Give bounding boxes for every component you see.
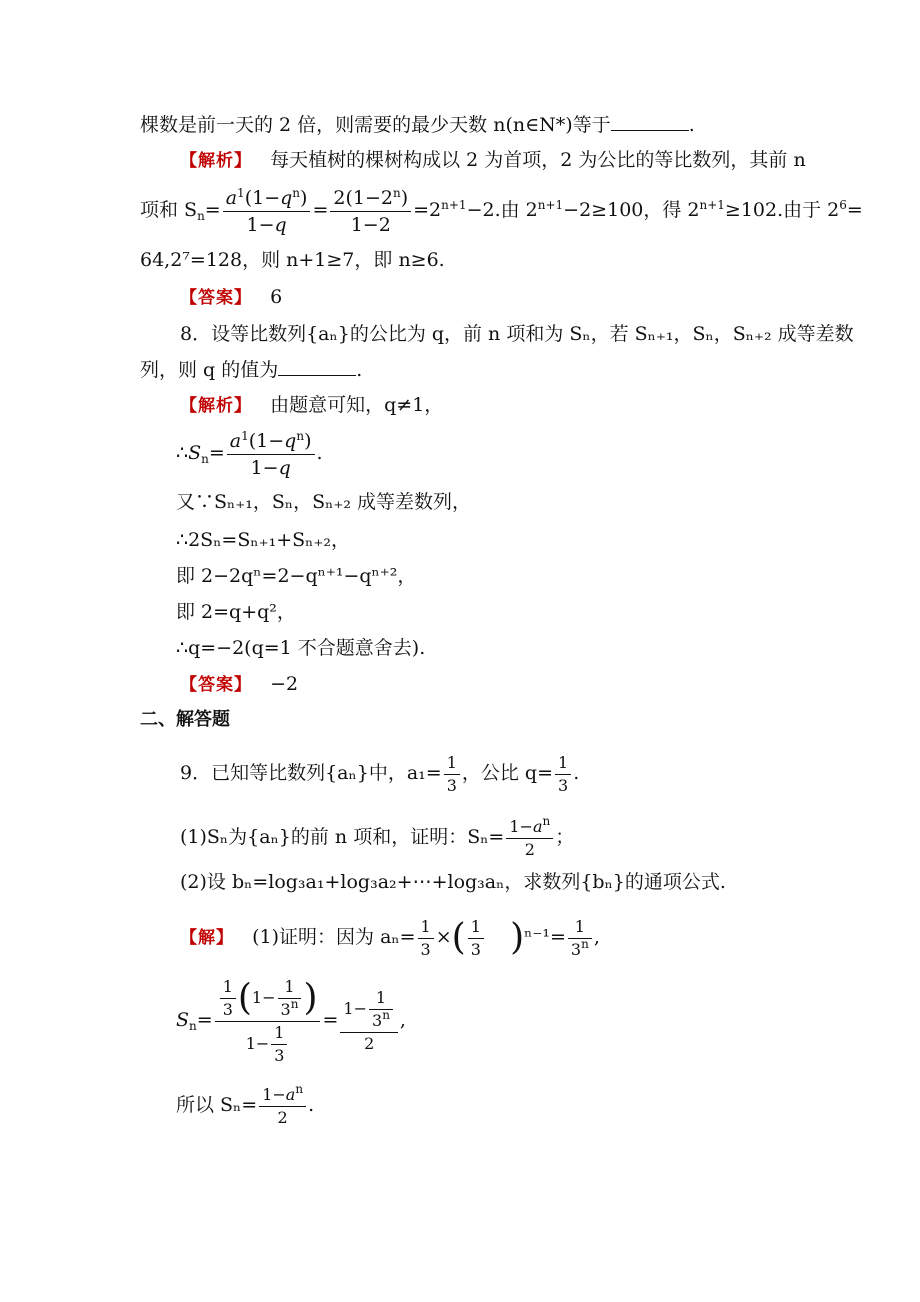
problem-9-question-line-1: 9．已知等比数列{aₙ}中，a₁= $\frac{1}{3}$ ，公比 q= $\frac{1}{3}$ . bbox=[180, 752, 580, 795]
sum-value-fraction: $\frac{2(1-2^n)}{1-2}$ bbox=[330, 187, 411, 236]
problem-9-solution-line-2: $S_n=$ $\frac{1}{3}$ (1− $\frac{1}{3^n}$ ) 1− $\frac{1}{3}$ = 1− $\frac{1}{3^n}$ 2 , bbox=[176, 976, 406, 1065]
fraction-one-third: $\frac{1}{3}$ bbox=[555, 754, 571, 795]
fraction-one-third: $\frac{1}{3}$ bbox=[444, 754, 460, 795]
compound-fraction: $\frac{1}{3}$ (1− $\frac{1}{3^n}$ ) 1− $\frac{1}{3}$ bbox=[215, 978, 321, 1065]
problem-7-analysis-line-3: 64,2⁷=128，则 n+1≥7，即 n≥6. bbox=[140, 249, 445, 271]
problem-7-tail: 棵数是前一天的 2 倍，则需要的最少天数 n(n∈N*)等于 . bbox=[140, 114, 695, 136]
answer-blank-8 bbox=[278, 359, 356, 376]
sum-closed-form-fraction: $\frac{1-a^n}{2}$ bbox=[506, 818, 553, 859]
problem-7-analysis-line-2: 项和 $S_n=$ $\frac{a^1(1-q^n)}{1-q}$ = $\frac{2(1-2^n)}{1-2}$ $=2^{n+1}-2$.由 $2^{n+1}-2\ge 100$，得 $2^{n+1}\ge 102$.由于 $2^6=$ bbox=[140, 185, 863, 236]
answer-tag: 【答案】 bbox=[180, 288, 252, 308]
analysis-tag: 【解析】 bbox=[180, 396, 252, 416]
problem-9-question-line-2: (1)Sₙ为{aₙ}的前 n 项和，证明：Sₙ= $\frac{1-a^n}{2}$ ； bbox=[180, 813, 575, 859]
problem-8-analysis-line-3: 又∵Sₙ₊₁，Sₙ，Sₙ₊₂ 成等差数列， bbox=[176, 491, 472, 513]
problem-8-answer: 【答案】 −2 bbox=[180, 673, 299, 695]
problem-8-analysis-line-5: 即 2−2qⁿ=2−qⁿ⁺¹−qⁿ⁺²， bbox=[176, 565, 417, 587]
problem-8-analysis-line-4: ∴2Sₙ=Sₙ₊₁+Sₙ₊₂， bbox=[176, 529, 351, 551]
sum-closed-form-fraction: $\frac{1-a^n}{2}$ bbox=[259, 1086, 306, 1127]
problem-7-answer: 【答案】 6 bbox=[180, 286, 283, 308]
problem-8-analysis-line-7: ∴q=−2(q=1 不合题意舍去). bbox=[176, 637, 426, 659]
sum-formula-fraction: $\frac{a^1(1-q^n)}{1-q}$ bbox=[223, 187, 311, 236]
problem-8-analysis-line-6: 即 2=q+q²， bbox=[176, 601, 296, 623]
problem-9-solution-line-3: 所以 Sₙ= $\frac{1-a^n}{2}$ . bbox=[176, 1081, 315, 1127]
problem-7-analysis-line-1: 【解析】 每天植树的棵树构成以 2 为首项，2 为公比的等比数列，其前 n bbox=[180, 149, 806, 171]
fraction-one-third: $\frac{1}{3}$ bbox=[418, 918, 434, 959]
fraction-one-third: $\frac{1}{3}$ bbox=[468, 918, 484, 959]
problem-8-analysis-line-2: $\therefore S_n=$ $\frac{a^1(1-q^n)}{1-q}$ . bbox=[176, 428, 323, 479]
problem-8-question-line-2: 列，则 q 的值为 . bbox=[140, 359, 363, 381]
sum-formula-fraction: $\frac{a^1(1-q^n)}{1-q}$ bbox=[227, 430, 315, 479]
problem-8-question-line-1: 8．设等比数列{aₙ}的公比为 q，前 n 项和为 Sₙ，若 Sₙ₊₁，Sₙ，Sₙ₊₂ 成等差数 bbox=[180, 323, 854, 345]
problem-9-solution-line-1: 【解】 (1)证明：因为 aₙ= $\frac{1}{3}$ ×( $\frac{1}{3}$ )ⁿ⁻¹= $\frac{1}{3^n}$ , bbox=[180, 916, 600, 959]
simplified-fraction: 1− $\frac{1}{3^n}$ 2 bbox=[340, 989, 398, 1053]
problem-8-analysis-line-1: 【解析】 由题意可知，q≠1， bbox=[180, 394, 444, 416]
answer-blank-7 bbox=[611, 114, 689, 131]
solution-tag: 【解】 bbox=[180, 928, 234, 948]
answer-tag: 【答案】 bbox=[180, 675, 252, 695]
section-heading: 二、解答题 bbox=[140, 709, 230, 730]
fraction-one-over-3n: $\frac{1}{3^n}$ bbox=[568, 918, 592, 959]
problem-9-question-line-3: (2)设 bₙ=log₃a₁+log₃a₂+⋯+log₃aₙ，求数列{bₙ}的通项公式. bbox=[180, 871, 726, 893]
analysis-tag: 【解析】 bbox=[180, 151, 252, 171]
